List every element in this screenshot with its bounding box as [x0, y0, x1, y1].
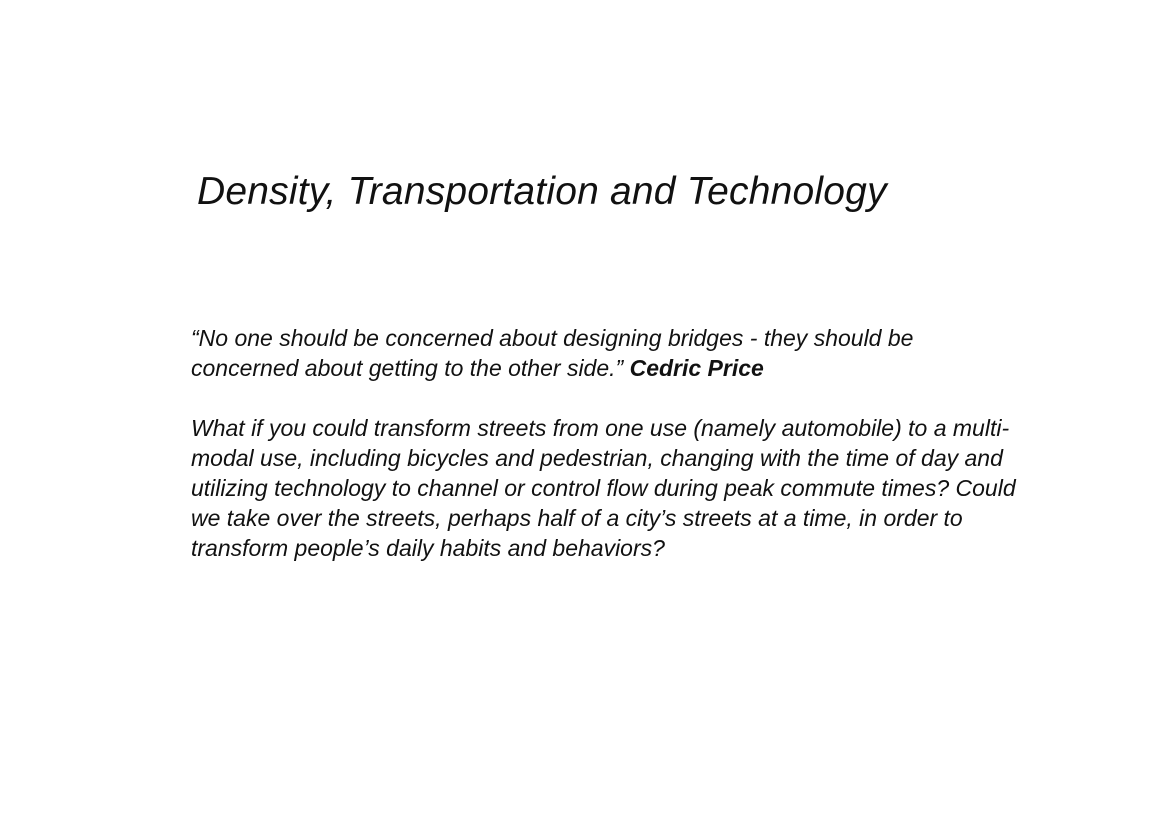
page-title: Density, Transportation and Technology	[197, 170, 887, 213]
quote-paragraph	[191, 323, 1021, 383]
body-text	[191, 323, 1021, 563]
quote-author: Cedric Price	[629, 355, 764, 381]
quote-text: “No one should be concerned about designing bridges - they should be concerned about getting to the other side.”	[191, 325, 914, 381]
question-paragraph: What if you could transform streets from one use (namely automobile) to a multi-modal use, including bicycles and pedestrian, changing with the time of day and utilizing technology to channel or control flow during peak commute times? Could we take over the streets, perhaps half of a city’s streets at a time, in order to transform people’s daily habits and behaviors?	[191, 415, 1016, 561]
